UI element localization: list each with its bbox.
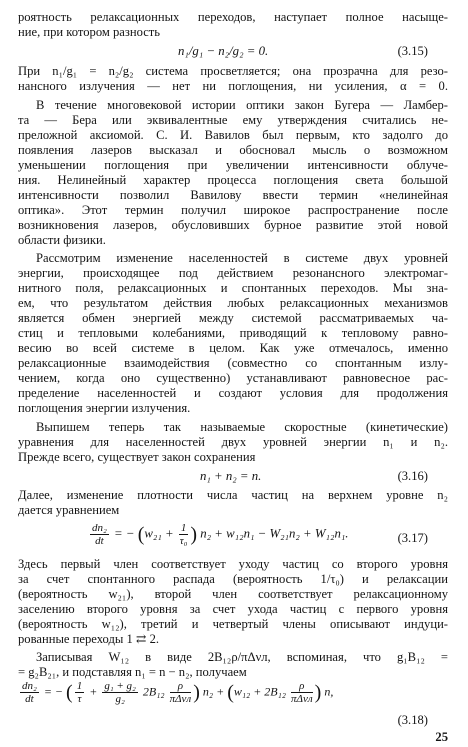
text-line: стиц и тепловыми колебаниями, приводящий к тепловому равно- bbox=[18, 326, 448, 340]
text-line: поглощения энергии излучения. bbox=[18, 401, 191, 415]
text-line: нансного излучения — нет ни поглощения, ни усиления, α = 0. bbox=[18, 79, 448, 93]
text-line: ем, что результатом действия любых релаксационных механизмов bbox=[18, 296, 448, 310]
text-line: В течение многовековой истории оптики закон Бугера — Ламбер- bbox=[36, 98, 448, 112]
text-line: (вероятность w₁₂), третий и четвертый члены описывают индуци- bbox=[18, 617, 448, 631]
equation-3-18 bbox=[18, 680, 448, 714]
text-line: уравнения для населенностей двух уровней энергии n₁ и n₂. bbox=[18, 435, 448, 449]
text-line: возникновения лазеров, обусловивших бурное развитие этой новой bbox=[18, 218, 448, 232]
equation-3-17 bbox=[18, 522, 448, 554]
text-line: за счет спонтанного распада (вероятность 1/τ₀) и релаксации bbox=[18, 572, 448, 586]
text-line: области физики. bbox=[18, 233, 106, 247]
text-line: Выпишем теперь так называемые скоростные (кинетические) bbox=[36, 420, 448, 434]
text-line: ние, при котором разность bbox=[18, 25, 161, 39]
equation-number: (3.15) bbox=[397, 44, 428, 58]
text-line: ния. Нелинейный характер процесса поглощения света большой bbox=[18, 173, 448, 187]
text-line: преложной аксиомой. С. И. Вавилов был первым, кто задолго до bbox=[18, 128, 448, 142]
text-line: При n₁/g₁ = n₂/g₂ система просветляется; она прозрачна для резо- bbox=[18, 64, 448, 78]
text-line: является обмен энергией между системой рассматриваемых ча- bbox=[18, 311, 448, 325]
text-line: нитного поля, релаксационных и спонтанных переходов. Мы зна- bbox=[18, 281, 448, 295]
equation-body: n₁/g₁ − n₂/g₂ = 0. bbox=[178, 44, 269, 58]
text-line: релаксационные взаимодействия (совместно со спонтанным излу- bbox=[18, 356, 448, 370]
equation-body: $\frac{\text{dn₂}}{dt}$ = − ( $\frac{1}{\tau}$ + $\frac{\text{g₁ + g₂}}{\text{g₂}}$ 2B₁₂ $\frac{\rho}{\text{πΔνл}}$ ) n₂ + (w₁₂ + 2B₁₂ $\frac{\rho}{\text{πΔνл}}$ ) n, bbox=[22, 680, 334, 705]
text-line: заселению второго уровня за счет ухода частиц с первого уровня bbox=[18, 602, 448, 616]
text-line: Здесь первый член соответствует уходу частиц со второго уровня bbox=[18, 557, 448, 571]
text-line: Далее, изменение плотности числа частиц на верхнем уровне n₂ bbox=[18, 488, 448, 502]
text-line: Записывая W₁₂ в виде 2B₁₂ρ/πΔνл, вспоминая, что g₁B₁₂ = bbox=[36, 650, 448, 664]
text-line: Рассмотрим изменение населенностей в системе двух уровней bbox=[36, 251, 448, 265]
text-line: уменьшении поглощения при увеличении интенсивности облуче- bbox=[18, 158, 448, 172]
text-line: чением, когда оно существенно) устанавливают равновесное рас- bbox=[18, 371, 448, 385]
equation-number: (3.17) bbox=[397, 531, 428, 545]
equation-number: (3.16) bbox=[397, 469, 428, 483]
text-line: весию во всей системе в целом. Как уже отмечалось, именно bbox=[18, 341, 448, 355]
text-line: Прежде всего, существует закон сохранения bbox=[18, 450, 256, 464]
text-line: (вероятность w₂₁), второй член соответствует релаксационному bbox=[18, 587, 448, 601]
equation-body: n₁ + n₂ = n. bbox=[200, 469, 262, 483]
equation-body: $\frac{\text{dn₂}}{dt}$ = − (w₂₁ + $\frac{1}{\text{τ₀}}$ ) n₂ + w₁₂n₁ − W₂₁n₂ + W₁₂n₁. bbox=[92, 522, 349, 547]
text-line: появления лазеров высказал и обосновал мысль о возможном bbox=[18, 143, 448, 157]
text-line: дается уравнением bbox=[18, 503, 120, 517]
text-line: рованные переходы 1 ⇄ 2. bbox=[18, 632, 160, 646]
text-line: энергии, происходящее под действием резонансного электромаг- bbox=[18, 266, 448, 280]
equation-number: (3.18) bbox=[397, 713, 428, 727]
text-line: = g₂B₂₁, и подставляя n₁ = n − n₂, получаем bbox=[18, 665, 247, 679]
text-line: пределение населенностей и создают условия для продолжения bbox=[18, 386, 448, 400]
text-line: интенсивности позволил Вавилову ввести термин «нелинейная bbox=[18, 188, 448, 202]
text-line: оптика». Этот термин получил широкое распространение после bbox=[18, 203, 448, 217]
text-line: роятность релаксационных переходов, наступает полное насыще- bbox=[18, 10, 448, 24]
text-line: та — Бера или эквивалентные ему утверждения считались не- bbox=[18, 113, 448, 127]
page-number: 25 bbox=[435, 730, 448, 744]
